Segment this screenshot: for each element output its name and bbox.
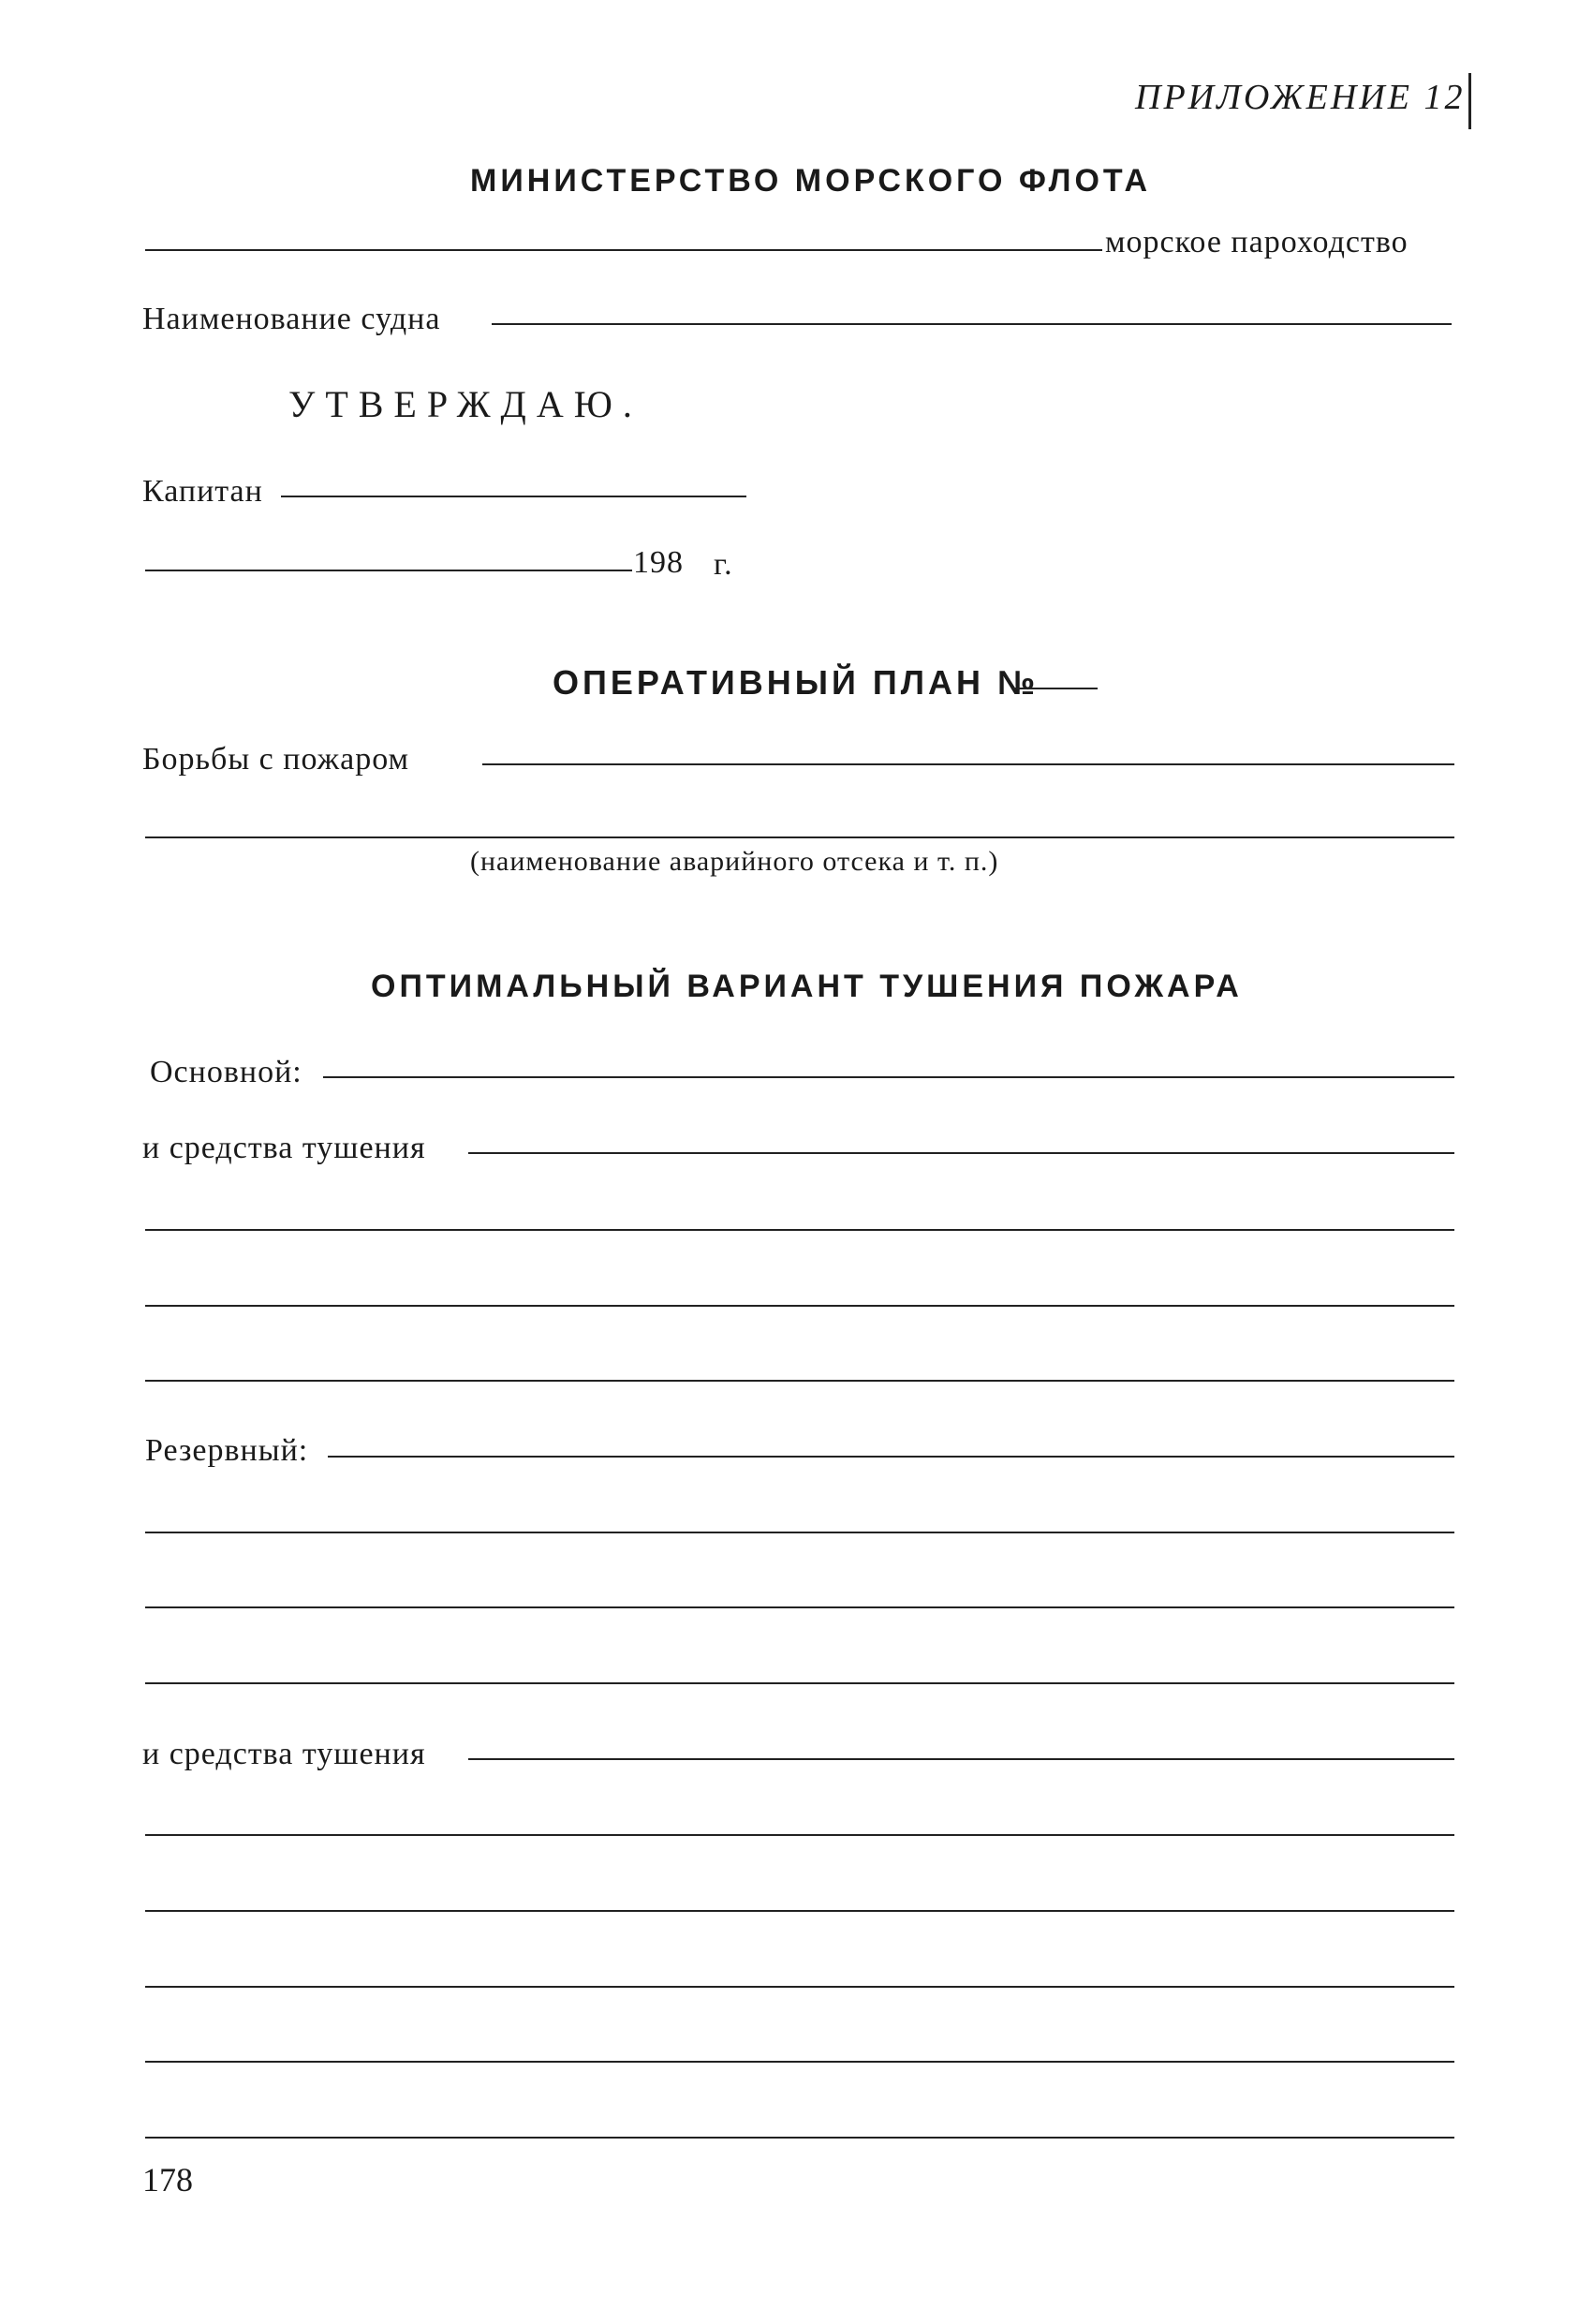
means-field-2[interactable] [468,1758,1454,1760]
compartment-caption: (наименование аварийного отсека и т. п.) [470,846,999,877]
approve-label: УТВЕРЖДАЮ. [288,383,642,425]
plan-number-field[interactable] [1011,688,1098,689]
ship-name-label: Наименование судна [142,302,441,336]
date-field[interactable] [145,570,632,571]
main-field[interactable] [323,1076,1454,1078]
appendix-bar [1468,73,1471,129]
means-line-4[interactable] [145,2061,1454,2063]
year-suffix: г. [714,547,733,582]
appendix-label: ПРИЛОЖЕНИЕ 12 [1135,78,1466,117]
means-line-1[interactable] [145,1834,1454,1836]
shipping-company-field[interactable] [145,249,1102,251]
fight-fire-label: Борьбы с пожаром [142,742,410,777]
captain-field[interactable] [281,496,746,497]
main-line-1[interactable] [145,1229,1454,1231]
compartment-field[interactable] [145,836,1454,838]
reserve-line-1[interactable] [145,1532,1454,1533]
means-label-1: и средства тушения [142,1131,426,1165]
reserve-line-3[interactable] [145,1682,1454,1684]
ministry-title: МИНИСТЕРСТВО МОРСКОГО ФЛОТА [470,163,1152,199]
means-field-1[interactable] [468,1152,1454,1154]
page-number: 178 [142,2161,193,2198]
reserve-field[interactable] [328,1456,1454,1458]
main-line-3[interactable] [145,1380,1454,1382]
means-line-5[interactable] [145,2137,1454,2139]
main-label: Основной: [150,1055,302,1089]
plan-title: ОПЕРАТИВНЫЙ ПЛАН № [553,663,1040,702]
means-label-2: и средства тушения [142,1737,426,1771]
ship-name-field[interactable] [492,323,1452,325]
reserve-line-2[interactable] [145,1606,1454,1608]
means-line-2[interactable] [145,1910,1454,1912]
captain-label: Капитан [142,474,263,509]
means-line-3[interactable] [145,1986,1454,1988]
reserve-label: Резервный: [145,1433,309,1468]
year-label: 198 [633,545,684,580]
fight-fire-field[interactable] [482,763,1454,765]
main-line-2[interactable] [145,1305,1454,1307]
optimal-title: ОПТИМАЛЬНЫЙ ВАРИАНТ ТУШЕНИЯ ПОЖАРА [371,969,1243,1004]
shipping-company-label: морское пароходство [1105,225,1409,259]
